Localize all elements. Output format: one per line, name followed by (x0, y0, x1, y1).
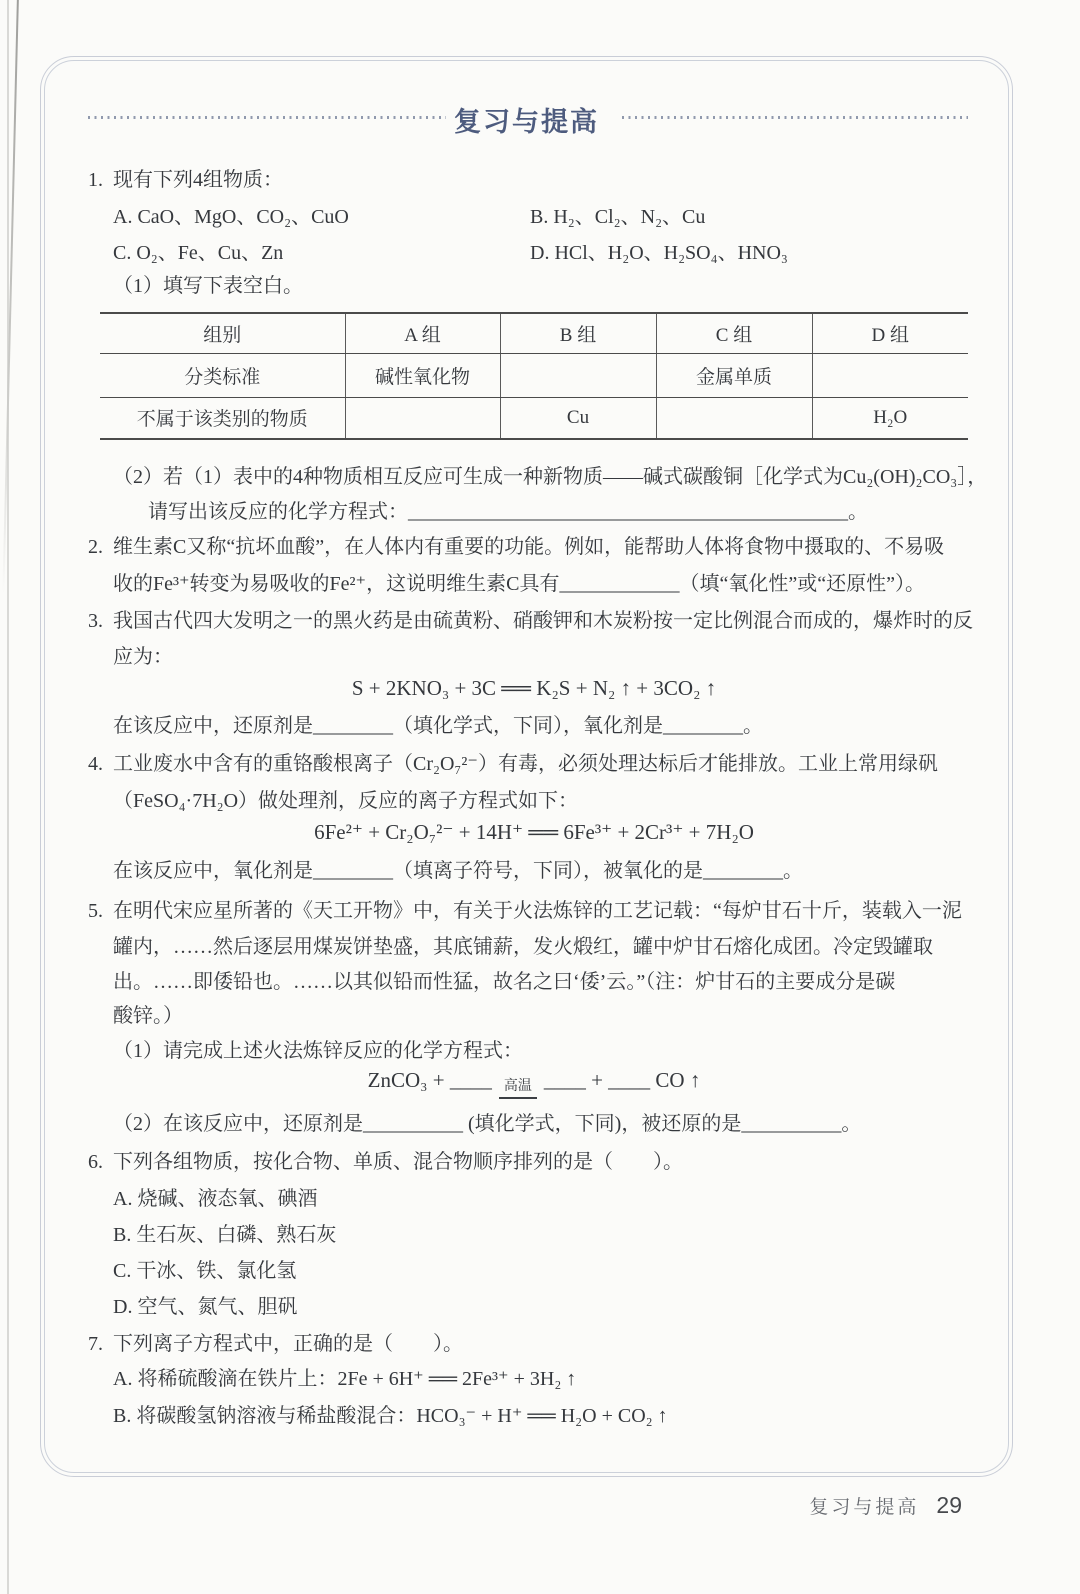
question-4-equation: 6Fe²⁺ + Cr₂O₇²⁻ + 14H⁺ ══ 6Fe³⁺ + 2Cr³⁺ + 7H₂O (314, 820, 754, 844)
question-1-stem (88, 166, 283, 194)
question-1-part2-line2: 请写出该反应的化学方程式：____________________________________________。 (148, 501, 868, 523)
question-1-option-c: C. O₂、Fe、Cu、Zn (113, 242, 284, 264)
scan-edge-line (7, 0, 9, 1594)
page-number: 29 (936, 1492, 962, 1518)
question-5-line3: 出。……即倭铅也。……以其似铅而性猛，故名之曰‘倭’云。”（注：炉甘石的主要成分是碳 (113, 971, 896, 993)
question-3-line3: 在该反应中，还原剂是________（填化学式，下同），氧化剂是________。 (113, 715, 763, 737)
table-header-b: B 组 (500, 313, 656, 353)
question-4-line1-text: 工业废水中含有的重铬酸根离子（Cr₂O₇²⁻）有毒，必须处理达标后才能排放。工业上常用绿矾 (113, 753, 938, 775)
table-header-group: 组别 (100, 313, 345, 353)
question-4-line2: （FeSO₄·7H₂O）做处理剂，反应的离子方程式如下： (113, 790, 579, 812)
cell-criteria-d (812, 353, 968, 397)
cell-exception-b: Cu (500, 397, 656, 439)
question-1-part1: （1）填写下表空白。 (113, 275, 303, 297)
question-7-option-a: A. 将稀硫酸滴在铁片上：2Fe + 6H⁺ ══ 2Fe³⁺ + 3H₂ ↑ (113, 1368, 577, 1390)
question-6-option-a: A. 烧碱、液态氧、碘酒 (113, 1188, 318, 1210)
question-5-line1 (88, 897, 962, 925)
question-6-option-b: B. 生石灰、白磷、熟石灰 (113, 1224, 337, 1246)
question-5-equation-pre: ZnCO₃ + ____ (367, 1068, 492, 1092)
question-3-line1 (88, 607, 973, 635)
question-4-number: 4. (88, 753, 103, 775)
header-dotted-line-right (622, 116, 968, 119)
cell-criteria-b (500, 353, 656, 397)
classification-table (100, 312, 968, 440)
cell-criteria-label: 分类标准 (100, 353, 345, 397)
reaction-condition-text: 高温 (499, 1079, 537, 1099)
question-6-number: 6. (88, 1151, 103, 1173)
table-header-c: C 组 (656, 313, 812, 353)
question-3-equation: S + 2KNO₃ + 3C ══ K₂S + N₂ ↑ + 3CO₂ ↑ (351, 676, 717, 700)
page-title: 复习与提高 (454, 107, 599, 137)
table-row-exception (100, 397, 968, 439)
cell-exception-a (345, 397, 500, 439)
question-6-stem-text: 下列各组物质，按化合物、单质、混合物顺序排列的是（ ）。 (113, 1151, 683, 1173)
question-1-stem-text: 现有下列4组物质： (113, 169, 283, 191)
table-header-d: D 组 (812, 313, 968, 353)
question-1-option-b: B. H₂、Cl₂、N₂、Cu (530, 206, 706, 228)
question-7-number: 7. (88, 1333, 103, 1355)
question-1-option-d: D. HCl、H₂O、H₂SO₄、HNO₃ (530, 242, 788, 264)
table-row-criteria (100, 353, 968, 397)
scan-curl-line (2, 0, 18, 594)
cell-criteria-c: 金属单质 (656, 353, 812, 397)
question-6-option-d: D. 空气、氮气、胆矾 (113, 1296, 298, 1318)
question-5-part1: （1）请完成上述火法炼锌反应的化学方程式： (113, 1040, 523, 1062)
question-5-number: 5. (88, 900, 103, 922)
question-6-option-c: C. 干冰、铁、氯化氢 (113, 1260, 297, 1282)
question-5-line2: 罐内，……然后逐层用煤炭饼垫盛，其底铺薪，发火煅红，罐中炉甘石熔化成团。冷定毁罐取 (113, 936, 933, 958)
question-2-line2: 收的Fe³⁺转变为易吸收的Fe²⁺，这说明维生素C具有____________（填“氧化性”或“还原性”）。 (113, 573, 925, 595)
question-5-equation-post: ____ + ____ CO ↑ (543, 1068, 701, 1092)
cell-exception-label: 不属于该类别的物质 (136, 409, 308, 431)
question-6-stem (88, 1148, 683, 1176)
question-1-option-a: A. CaO、MgO、CO₂、CuO (113, 206, 349, 228)
question-4-line1 (88, 750, 938, 778)
table-header-row (100, 313, 968, 353)
question-1-part2-line1: （2）若（1）表中的4种物质相互反应可生成一种新物质——碱式碳酸铜［化学式为Cu₂(OH)₂CO₃］， (113, 466, 988, 488)
question-1-number: 1. (88, 169, 103, 191)
footer-section-label: 复习与提高 (809, 1497, 920, 1518)
reaction-condition (499, 1079, 537, 1099)
question-2-line1 (88, 533, 944, 561)
question-7-stem (88, 1330, 463, 1358)
cell-exception-d: H₂O (812, 397, 968, 439)
question-5-line1-text: 在明代宋应星所著的《天工开物》中，有关于火法炼锌的工艺记载：“每炉甘石十斤，装载入一泥 (113, 900, 962, 922)
cell-exception-c (656, 397, 812, 439)
question-4-line3: 在该反应中，氧化剂是________（填离子符号，下同），被氧化的是________。 (113, 860, 803, 882)
question-7-stem-text: 下列离子方程式中，正确的是（ ）。 (113, 1333, 463, 1355)
question-7-option-b: B. 将碳酸氢钠溶液与稀盐酸混合：HCO₃⁻ + H⁺ ══ H₂O + CO₂ ↑ (113, 1405, 668, 1427)
table-header-a: A 组 (345, 313, 500, 353)
question-2-line1-text: 维生素C又称“抗坏血酸”，在人体内有重要的功能。例如，能帮助人体将食物中摄取的、不易吸 (113, 536, 945, 558)
question-2-number: 2. (88, 536, 103, 558)
question-3-number: 3. (88, 610, 103, 632)
question-5-equation (100, 1066, 968, 1099)
cell-criteria-a: 碱性氧化物 (345, 353, 500, 397)
question-3-line2: 应为： (113, 646, 173, 668)
question-5-line4: 酸锌。） (113, 1005, 183, 1027)
question-5-part2: （2）在该反应中，还原剂是__________ (填化学式，下同)，被还原的是__________。 (113, 1113, 862, 1135)
question-3-line1-text: 我国古代四大发明之一的黑火药是由硫黄粉、硝酸钾和木炭粉按一定比例混合而成的，爆炸时的反 (113, 610, 973, 632)
page-footer (700, 1492, 962, 1519)
